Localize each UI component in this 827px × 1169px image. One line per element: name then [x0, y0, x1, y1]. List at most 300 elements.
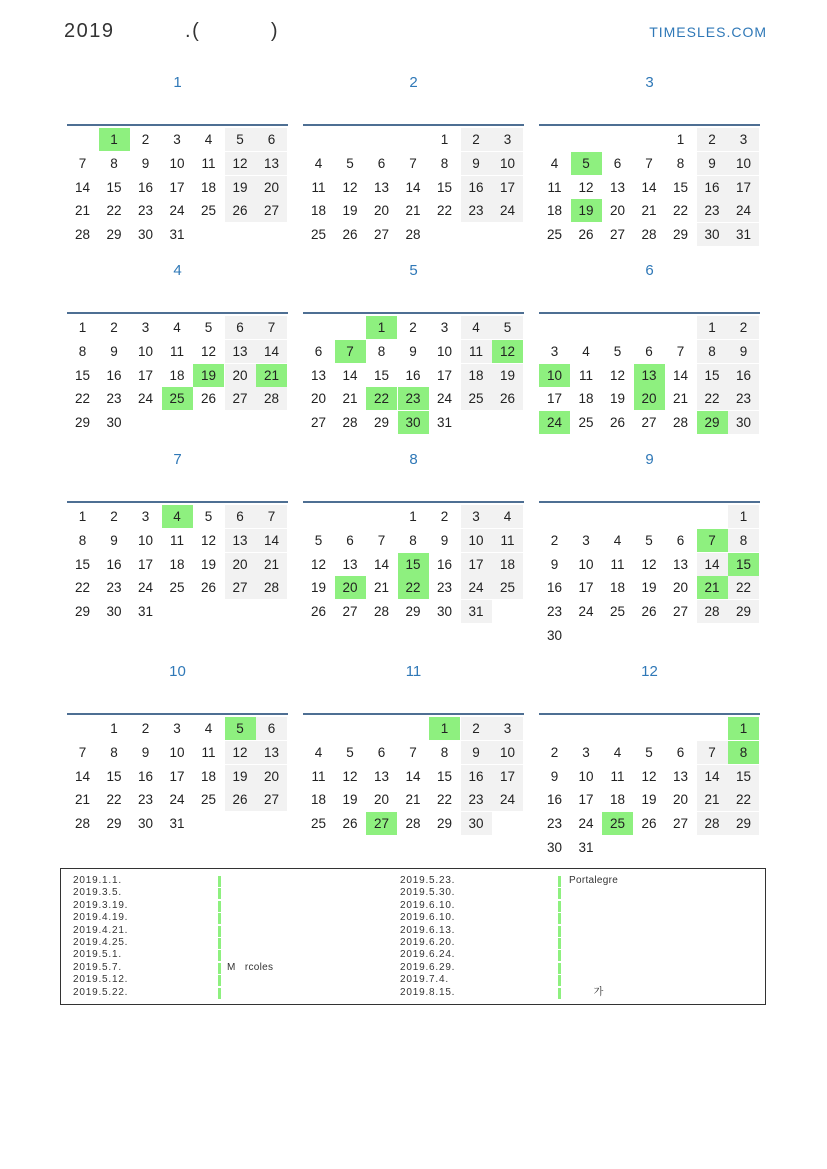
- holiday-day-cell: 1: [429, 717, 460, 740]
- legend-date: 2019.5.22.: [73, 986, 129, 998]
- holiday-day-cell: 19: [193, 364, 224, 387]
- legend-entry: [400, 974, 740, 986]
- day-cell: 4: [613, 532, 622, 548]
- day-cell: 9: [728, 340, 759, 363]
- day-cell: 27: [672, 816, 689, 832]
- day-cell: 26: [200, 580, 217, 596]
- legend-date: 2019.7.4.: [400, 974, 449, 986]
- day-cell: 9: [141, 155, 150, 171]
- day-cell: 1: [78, 320, 87, 335]
- day-cell: 3: [173, 721, 181, 736]
- day-cell: 17: [546, 391, 563, 407]
- day-cell: 28: [697, 812, 728, 835]
- day-cell: 3: [582, 744, 590, 760]
- day-cell: 5: [645, 532, 653, 548]
- day-cell: 28: [74, 227, 91, 243]
- legend-entry: [73, 900, 393, 912]
- day-cell: 21: [373, 580, 390, 596]
- day-cell: 3: [582, 532, 590, 548]
- page-header: [0, 0, 827, 60]
- day-cell: 20: [256, 765, 287, 788]
- day-cell: 15: [436, 179, 453, 195]
- day-cell: 28: [342, 415, 358, 431]
- day-cell: 23: [137, 203, 154, 219]
- day-cell: 6: [256, 128, 287, 151]
- day-cell: 26: [225, 199, 256, 222]
- day-cell: 20: [225, 553, 256, 576]
- day-cell: 4: [461, 316, 492, 339]
- day-cell: 24: [578, 816, 594, 832]
- day-cell: 2: [550, 532, 559, 548]
- day-cell: 10: [137, 532, 154, 548]
- day-cell: 20: [225, 364, 256, 387]
- day-cell: 25: [200, 792, 217, 808]
- month-name: 11: [405, 663, 422, 680]
- day-cell: 10: [492, 152, 523, 175]
- day-cell: 25: [200, 203, 217, 219]
- day-cell: 8: [440, 744, 449, 760]
- day-cell: 8: [728, 529, 759, 552]
- month-divider: [67, 124, 288, 126]
- day-cell: 3: [141, 509, 150, 524]
- day-cell: 11: [311, 768, 326, 784]
- day-cell: 31: [436, 415, 453, 431]
- holiday-marker: [218, 988, 221, 999]
- day-cell: 2: [461, 128, 492, 151]
- day-cell: 10: [137, 343, 154, 359]
- holiday-day-cell: 25: [602, 812, 633, 835]
- day-cell: 3: [492, 717, 523, 740]
- legend-entry: [400, 962, 740, 974]
- day-cell: 15: [74, 367, 91, 383]
- day-cell: 29: [373, 415, 390, 431]
- day-cell: 7: [676, 343, 685, 359]
- month-divider: [303, 312, 524, 314]
- day-cell: 7: [409, 744, 417, 760]
- day-cell: 27: [342, 604, 358, 620]
- day-cell: 2: [728, 316, 759, 339]
- day-cell: 4: [492, 505, 523, 528]
- legend-entry: [400, 987, 740, 999]
- day-cell: 11: [610, 768, 625, 784]
- day-cell: 19: [641, 792, 657, 808]
- day-cell: 25: [492, 576, 523, 599]
- day-cell: 20: [373, 792, 390, 808]
- day-cell: 30: [137, 227, 154, 243]
- day-cell: 10: [461, 529, 492, 552]
- day-cell: 31: [728, 223, 759, 246]
- legend-date: 2019.6.13.: [400, 924, 456, 936]
- holiday-day-cell: 8: [728, 741, 759, 764]
- day-cell: 15: [672, 179, 689, 195]
- day-cell: 24: [436, 391, 453, 407]
- day-cell: 17: [137, 367, 154, 383]
- day-cell: 26: [200, 391, 217, 407]
- day-cell: 25: [461, 387, 492, 410]
- day-cell: 10: [578, 768, 594, 784]
- day-cell: 15: [697, 364, 728, 387]
- day-cell: 19: [609, 391, 626, 407]
- site-brand-link[interactable]: TIMESLES.COM: [649, 24, 767, 40]
- holiday-marker: [218, 963, 221, 974]
- day-cell: 23: [461, 199, 492, 222]
- day-cell: 15: [436, 768, 453, 784]
- legend-date: 2019.4.19.: [73, 912, 129, 924]
- month-divider: [303, 713, 524, 715]
- day-cell: 8: [377, 343, 386, 359]
- day-cell: 4: [613, 744, 622, 760]
- day-cell: 13: [256, 152, 287, 175]
- legend-entry: [73, 949, 393, 961]
- day-cell: 6: [314, 343, 323, 359]
- month-name: 5: [409, 262, 418, 279]
- month-divider: [539, 501, 760, 503]
- day-cell: 11: [492, 529, 523, 552]
- day-cell: 8: [78, 532, 87, 548]
- day-cell: 29: [436, 816, 453, 832]
- holiday-day-cell: 23: [398, 387, 429, 410]
- day-cell: 29: [405, 604, 421, 620]
- holiday-day-cell: 22: [366, 387, 397, 410]
- day-cell: 12: [609, 367, 626, 383]
- day-cell: 6: [645, 343, 653, 359]
- day-cell: 7: [377, 532, 386, 548]
- day-cell: 22: [672, 203, 689, 219]
- legend-date: 2019.6.20.: [400, 936, 456, 948]
- day-cell: 5: [314, 532, 323, 548]
- day-cell: 13: [373, 768, 390, 784]
- day-cell: 24: [728, 199, 759, 222]
- holiday-marker: [218, 938, 221, 949]
- day-cell: 17: [578, 792, 594, 808]
- day-cell: 17: [728, 176, 759, 199]
- day-cell: 15: [74, 556, 91, 572]
- day-cell: 26: [342, 816, 358, 832]
- day-cell: 19: [225, 176, 256, 199]
- day-cell: 13: [609, 179, 626, 195]
- day-cell: 17: [169, 768, 185, 784]
- day-cell: 13: [225, 529, 256, 552]
- legend-entry: [73, 962, 393, 974]
- day-cell: 1: [409, 509, 417, 524]
- legend-date: 2019.4.25.: [73, 936, 129, 948]
- holiday-marker: [218, 926, 221, 937]
- day-cell: 14: [373, 556, 390, 572]
- holiday-marker: [218, 901, 221, 912]
- day-cell: 4: [173, 320, 181, 335]
- day-cell: 1: [440, 132, 449, 147]
- day-cell: 9: [697, 152, 728, 175]
- day-cell: 18: [310, 792, 327, 808]
- day-cell: 20: [256, 176, 287, 199]
- day-cell: 18: [492, 553, 523, 576]
- holiday-day-cell: 15: [728, 553, 759, 576]
- day-cell: 19: [641, 580, 657, 596]
- day-cell: 9: [461, 152, 492, 175]
- legend-entry: [400, 912, 740, 924]
- month-divider: [303, 501, 524, 503]
- day-cell: 19: [342, 792, 358, 808]
- day-cell: 9: [461, 741, 492, 764]
- day-cell: 15: [106, 768, 122, 784]
- day-cell: 7: [256, 316, 287, 339]
- day-cell: 6: [225, 505, 256, 528]
- holiday-day-cell: 22: [398, 576, 429, 599]
- day-cell: 14: [74, 179, 91, 195]
- day-cell: 16: [106, 556, 122, 572]
- day-cell: 10: [492, 741, 523, 764]
- month-divider: [67, 312, 288, 314]
- day-cell: 22: [728, 788, 759, 811]
- day-cell: 19: [225, 765, 256, 788]
- holiday-day-cell: 10: [539, 364, 570, 387]
- day-cell: 14: [672, 367, 689, 383]
- day-cell: 23: [106, 391, 122, 407]
- day-cell: 7: [78, 744, 87, 760]
- month-divider: [67, 501, 288, 503]
- day-cell: 27: [609, 227, 626, 243]
- day-cell: 21: [405, 203, 421, 219]
- day-cell: 11: [169, 532, 184, 548]
- holiday-marker: [558, 926, 561, 937]
- day-cell: 14: [74, 768, 91, 784]
- day-cell: 16: [546, 580, 563, 596]
- legend-entry: [73, 912, 393, 924]
- legend-entry: [400, 887, 740, 899]
- legend-date: 2019.1.1.: [73, 875, 122, 886]
- day-cell: 12: [225, 741, 256, 764]
- holiday-day-cell: 1: [366, 316, 397, 339]
- day-cell: 7: [409, 155, 417, 171]
- day-cell: 3: [550, 343, 559, 359]
- day-cell: 27: [672, 604, 689, 620]
- month-name: 4: [173, 262, 182, 279]
- day-cell: 22: [436, 792, 453, 808]
- day-cell: 18: [169, 367, 185, 383]
- day-cell: 8: [409, 532, 417, 548]
- day-cell: 24: [492, 788, 523, 811]
- day-cell: 8: [110, 744, 118, 760]
- day-cell: 4: [582, 343, 590, 359]
- day-cell: 2: [110, 320, 118, 335]
- day-cell: 18: [578, 391, 594, 407]
- day-cell: 6: [225, 316, 256, 339]
- day-cell: 4: [314, 744, 323, 760]
- day-cell: 23: [106, 580, 122, 596]
- day-cell: 12: [342, 179, 358, 195]
- day-cell: 27: [310, 415, 327, 431]
- day-cell: 29: [106, 816, 122, 832]
- day-cell: 26: [609, 415, 626, 431]
- holiday-day-cell: 24: [539, 411, 570, 434]
- day-cell: 21: [672, 391, 689, 407]
- day-cell: 16: [461, 765, 492, 788]
- day-cell: 5: [645, 744, 653, 760]
- day-cell: 27: [225, 387, 256, 410]
- legend-date: 2019.5.30.: [400, 887, 456, 899]
- day-cell: 13: [672, 768, 689, 784]
- month-name: 1: [173, 74, 182, 91]
- day-cell: 16: [697, 176, 728, 199]
- day-cell: 31: [461, 600, 492, 623]
- holiday-day-cell: 7: [697, 529, 728, 552]
- legend-holiday-name: M rcoles: [227, 961, 274, 973]
- day-cell: 6: [377, 744, 386, 760]
- day-cell: 10: [728, 152, 759, 175]
- day-cell: 27: [225, 576, 256, 599]
- month-divider: [303, 124, 524, 126]
- day-cell: 16: [137, 179, 154, 195]
- day-cell: 9: [550, 768, 559, 784]
- legend-entry: [73, 925, 393, 937]
- holiday-marker: [558, 876, 561, 887]
- day-cell: 20: [672, 792, 689, 808]
- day-cell: 21: [641, 203, 657, 219]
- day-cell: 5: [346, 155, 354, 171]
- day-cell: 13: [342, 556, 358, 572]
- day-cell: 2: [461, 717, 492, 740]
- day-cell: 13: [373, 179, 390, 195]
- day-cell: 10: [169, 155, 185, 171]
- day-cell: 22: [106, 203, 122, 219]
- day-cell: 30: [137, 816, 154, 832]
- day-cell: 30: [461, 812, 492, 835]
- month-name: 12: [641, 663, 658, 680]
- day-cell: 6: [377, 155, 386, 171]
- day-cell: 16: [728, 364, 759, 387]
- day-cell: 21: [697, 788, 728, 811]
- day-cell: 20: [672, 580, 689, 596]
- legend-date: 2019.6.24.: [400, 949, 456, 961]
- legend-entry: [73, 987, 393, 999]
- day-cell: 9: [110, 532, 118, 548]
- legend-date: 2019.3.5.: [73, 887, 122, 899]
- day-cell: 24: [492, 199, 523, 222]
- day-cell: 18: [169, 556, 185, 572]
- day-cell: 2: [141, 721, 150, 736]
- day-cell: 29: [728, 812, 759, 835]
- day-cell: 18: [200, 768, 217, 784]
- month-name: 8: [409, 451, 418, 468]
- day-cell: 16: [436, 556, 453, 572]
- day-cell: 24: [169, 203, 185, 219]
- day-cell: 3: [440, 320, 449, 335]
- day-cell: 28: [405, 816, 421, 832]
- day-cell: 8: [697, 340, 728, 363]
- month-divider: [67, 713, 288, 715]
- day-cell: 12: [578, 179, 594, 195]
- day-cell: 26: [342, 227, 358, 243]
- legend-entry: [400, 875, 740, 887]
- day-cell: 18: [310, 203, 327, 219]
- day-cell: 2: [141, 132, 150, 147]
- day-cell: 13: [225, 340, 256, 363]
- day-cell: 12: [641, 556, 657, 572]
- day-cell: 28: [373, 604, 390, 620]
- day-cell: 21: [256, 553, 287, 576]
- holiday-marker: [558, 975, 561, 986]
- legend-entry: [400, 900, 740, 912]
- day-cell: 21: [342, 391, 358, 407]
- day-cell: 17: [492, 765, 523, 788]
- holiday-day-cell: 12: [492, 340, 523, 363]
- day-cell: 26: [310, 604, 327, 620]
- day-cell: 12: [342, 768, 358, 784]
- holiday-day-cell: 1: [99, 128, 130, 151]
- month-divider: [539, 312, 760, 314]
- day-cell: 29: [106, 227, 122, 243]
- day-cell: 24: [578, 604, 594, 620]
- day-cell: 9: [110, 343, 118, 359]
- day-cell: 2: [409, 320, 417, 335]
- day-cell: 29: [728, 600, 759, 623]
- day-cell: 27: [256, 788, 287, 811]
- day-cell: 25: [546, 227, 563, 243]
- day-cell: 26: [641, 816, 657, 832]
- day-cell: 14: [405, 179, 421, 195]
- day-cell: 22: [106, 792, 122, 808]
- holiday-marker: [218, 975, 221, 986]
- holiday-day-cell: 20: [634, 387, 665, 410]
- day-cell: 12: [225, 152, 256, 175]
- day-cell: 18: [200, 179, 217, 195]
- legend-date: 2019.5.12.: [73, 974, 129, 986]
- day-cell: 13: [310, 367, 327, 383]
- day-cell: 5: [346, 744, 354, 760]
- day-cell: 9: [141, 744, 150, 760]
- day-cell: 14: [697, 553, 728, 576]
- day-cell: 8: [440, 155, 449, 171]
- legend-column-left: [73, 875, 393, 999]
- page-title: 2019 .( ): [64, 20, 280, 42]
- day-cell: 25: [609, 604, 626, 620]
- legend-date: 2019.4.21.: [73, 924, 129, 936]
- day-cell: 28: [256, 387, 287, 410]
- legend-date: 2019.3.19.: [73, 899, 129, 911]
- day-cell: 12: [310, 556, 327, 572]
- day-cell: 14: [641, 179, 657, 195]
- day-cell: 28: [641, 227, 657, 243]
- day-cell: 11: [461, 340, 492, 363]
- day-cell: 14: [342, 367, 358, 383]
- day-cell: 28: [74, 816, 91, 832]
- day-cell: 8: [110, 155, 118, 171]
- day-cell: 31: [578, 840, 594, 855]
- day-cell: 11: [201, 155, 216, 171]
- month-name: 2: [409, 74, 418, 91]
- day-cell: 23: [546, 816, 563, 832]
- legend-date: 2019.5.1.: [73, 949, 122, 961]
- day-cell: 11: [610, 556, 625, 572]
- holiday-day-cell: 20: [335, 576, 366, 599]
- day-cell: 22: [74, 391, 91, 407]
- day-cell: 28: [672, 415, 689, 431]
- holiday-legend: [60, 868, 766, 1005]
- day-cell: 16: [137, 768, 154, 784]
- legend-entry: [400, 937, 740, 949]
- month-name: 3: [645, 74, 654, 91]
- day-cell: 19: [492, 364, 523, 387]
- day-cell: 4: [204, 721, 213, 736]
- day-cell: 7: [78, 155, 87, 171]
- legend-entry: [73, 875, 393, 887]
- day-cell: 8: [676, 155, 685, 171]
- day-cell: 8: [78, 343, 87, 359]
- day-cell: 11: [201, 744, 216, 760]
- day-cell: 18: [609, 580, 626, 596]
- day-cell: 4: [314, 155, 323, 171]
- day-cell: 16: [405, 367, 421, 383]
